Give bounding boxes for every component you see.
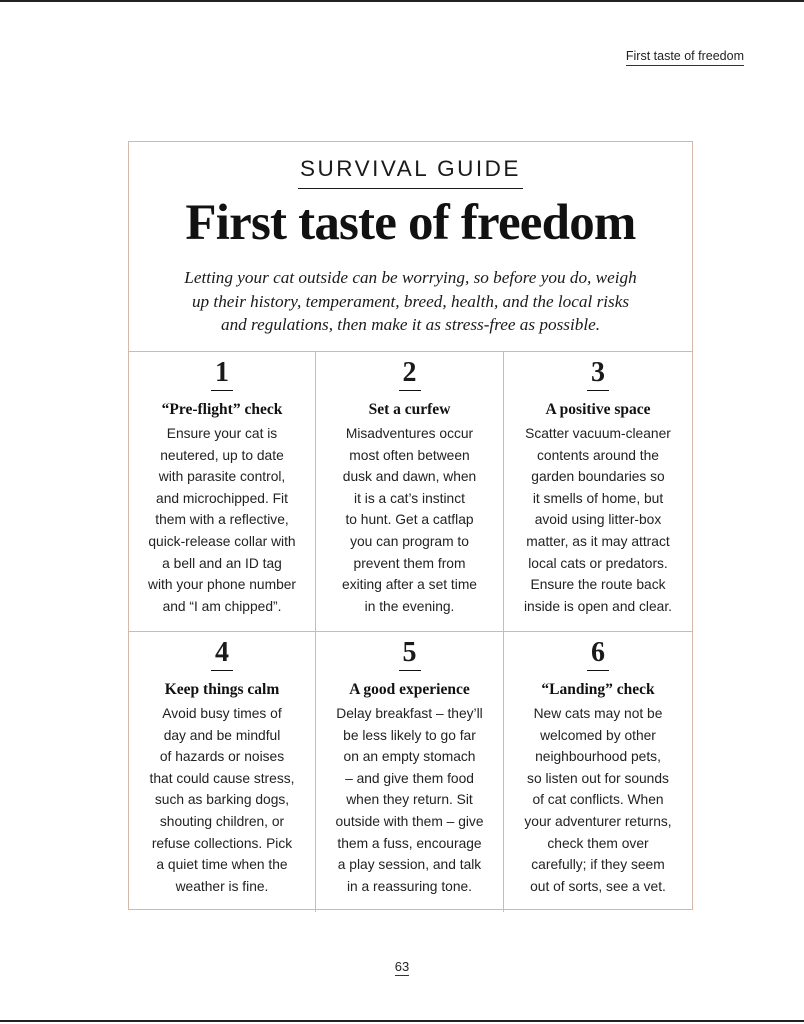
tip-body-line: it smells of home, but [532,490,664,506]
tip-body-line: check them over [547,835,649,851]
tip-body-line: it is a cat’s instinct [354,490,465,506]
tip-body-line: to hunt. Get a catflap [345,512,474,528]
tip-body-line: weather is fine. [175,878,269,894]
tip-body-line: refuse collections. Pick [151,835,293,851]
tip-title: A good experience [349,681,470,698]
tip-body-line: matter, as it may attract [526,533,670,549]
tip-number [316,638,503,671]
tip-body-line: them a fuss, encourage [337,835,482,851]
tip-body [514,703,682,897]
tip-body-line: a bell and an ID tag [162,555,282,571]
tip-body-line: prevent them from [353,555,466,571]
tip-body-line: such as barking dogs, [154,792,290,808]
tip-body-line: with your phone number [147,577,297,593]
tip-number [504,638,692,671]
guide-intro [143,266,678,337]
page-number-text: 63 [394,959,410,974]
tip-body-line: day and be mindful [163,727,281,743]
tip-body-line: Ensure the route back [530,577,666,593]
tip-card [504,632,692,912]
tip-number-text: 1 [211,358,233,391]
survival-guide-box [128,141,693,910]
tip-body-line: Ensure your cat is [166,426,278,441]
tip-body-line: with parasite control, [158,469,286,485]
guide-header [129,142,692,352]
tip-body-line: shouting children, or [159,813,285,829]
tip-body-line: neutered, up to date [160,447,284,463]
tip-body-line: a play session, and talk [337,857,482,873]
tip-card [129,352,316,632]
tip-body-line: in the evening. [364,598,455,614]
tip-body-line: out of sorts, see a vet. [530,878,666,894]
tip-title: “Pre-flight” check [161,401,283,418]
tip-body-line: be less likely to go far [343,727,476,743]
tip-body-line: quick-release collar with [148,533,296,549]
intro-line: up their history, temperament, breed, health, and the local risks [191,291,630,311]
tip-number-text: 4 [211,638,233,671]
tip-body-line: and “I am chipped”. [162,598,282,614]
tip-card [316,632,504,912]
tip-body-line: your adventurer returns, [524,813,672,829]
tip-number [129,638,315,671]
tip-body-line: on an empty stomach [343,749,476,765]
tip-body-line: inside is open and clear. [523,598,673,614]
tip-number-text: 6 [587,638,609,671]
tip-body-line: Avoid busy times of [162,706,282,721]
tip-body [139,703,305,897]
tip-number-text: 2 [399,358,421,391]
tip-number-text: 3 [587,358,609,391]
guide-title: First taste of freedom [185,195,636,251]
tip-body-line: in a reassuring tone. [346,878,472,894]
intro-line: Letting your cat outside can be worrying, so before you do, weigh [184,268,637,287]
tip-body-line: a quiet time when the [156,857,288,873]
tip-body-line: of cat conflicts. When [532,792,664,808]
tip-title: Set a curfew [368,401,451,418]
tip-body-line: of hazards or noises [159,749,285,765]
tip-body [326,703,493,897]
tip-body-line: local cats or predators. [528,555,668,571]
tip-body-line: welcomed by other [540,727,656,743]
tip-body-line: garden boundaries so [531,469,665,485]
tip-body-line: outside with them – give [335,813,484,829]
tip-body-line: exiting after a set time [342,577,477,593]
tip-body-line: you can program to [350,533,469,549]
tip-body [326,423,493,617]
tip-body-line: contents around the [537,447,659,463]
tip-title: A positive space [545,401,651,418]
tip-body-line: that could cause stress, [149,770,295,786]
tip-card [316,352,504,632]
tip-number [504,358,692,391]
tip-body-line: Scatter vacuum-cleaner [525,426,671,441]
tip-card [504,352,692,632]
tip-body-line: them with a reflective, [155,512,289,528]
tip-body-line: when they return. Sit [346,792,473,808]
guide-kicker [129,156,692,189]
tips-grid [129,352,692,912]
tip-body-line: Delay breakfast – they’ll [336,706,483,721]
tip-body-line: and microchipped. Fit [156,490,288,506]
tip-card [129,632,316,912]
tip-title: “Landing” check [541,681,655,698]
page-number [0,958,804,976]
intro-line: and regulations, then make it as stress-free as possible. [220,315,601,334]
running-head: First taste of freedom [626,49,744,66]
tip-body-line: New cats may not be [533,706,663,721]
tip-body-line: Misadventures occur [345,426,474,441]
tip-body-line: neighbourhood pets, [535,749,661,765]
bottom-rule [0,1020,804,1022]
top-rule [0,0,804,2]
tip-number [129,358,315,391]
tip-title: Keep things calm [164,681,280,698]
tip-body-line: – and give them food [345,770,474,786]
tip-number-text: 5 [399,638,421,671]
tip-body-line: so listen out for sounds [527,770,669,786]
tip-body-line: dusk and dawn, when [342,469,477,485]
tip-body [139,423,305,617]
tip-body-line: carefully; if they seem [531,857,665,873]
guide-kicker-text: SURVIVAL GUIDE [298,156,523,189]
tip-body-line: most often between [349,447,470,463]
tip-body-line: avoid using litter-box [534,512,662,528]
tip-number [316,358,503,391]
tip-body [514,423,682,617]
